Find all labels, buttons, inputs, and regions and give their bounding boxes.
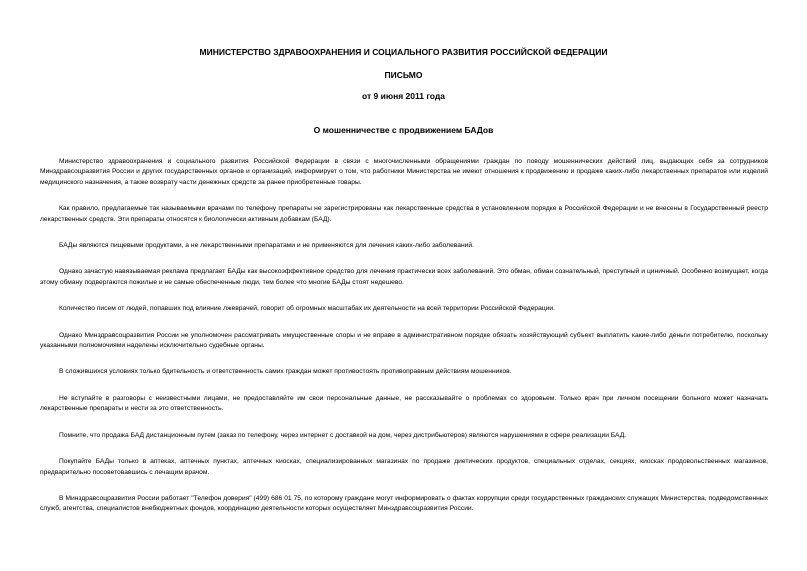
document-type: ПИСЬМО: [384, 70, 423, 80]
paragraph: Не вступайте в разговоры с неизвестными лицами, не предоставляйте им свои персональные данные, не рассказывайте о проблемах со здоровьем. Только врач при личном посещении больного может назначать лекарственные препараты и нести за это ответственность.: [40, 394, 768, 413]
paragraph: Как правило, предлагаемые так называемыми врачами по телефону препараты не зарегистрированы как лекарственные средства в установленном порядке в Российской Федерации и не внесены в Государственный реестр лекарственных средств. Эти препараты относятся к биологически активным добавкам (БАД).: [40, 205, 768, 223]
paragraph: Министерство здравоохранения и социального развития Российской Федерации в связи с многочисленными обращениями граждан по поводу мошеннических действий лиц, выдающих себя за сотрудников Минздравсоцразвития России и других государственных органов и организаций, информирует о том, что работники Министерства не имеют отношения к продвижению и продаже каких-либо лекарственных препаратов или изделий медицинского назначения, а также возврату части денежных средств за ранее приобретенные товары.: [40, 158, 768, 186]
ministry-title: МИНИСТЕРСТВО ЗДРАВООХРАНЕНИЯ И СОЦИАЛЬНОГО РАЗВИТИЯ РОССИЙСКОЙ ФЕДЕРАЦИИ: [199, 47, 608, 57]
document-subject: О мошенничестве с продвижением БАДов: [313, 125, 494, 135]
document-body: [40, 157, 768, 515]
paragraph: Однако зачастую навязываемая реклама предлагает БАДы как высокоэффективное средство для лечения практически всех заболеваний. Это обман, обман сознательный, преступный и циничный. Особенно возмущает, когда этому обману подвергаются пожилые и не самые обеспеченные люди, тем более что многие БАДы стоят недешево.: [40, 268, 768, 286]
paragraph: БАДы являются пищевыми продуктами, а не лекарственными препаратами и не применяются для лечения каких-либо заболеваний.: [59, 242, 475, 250]
paragraph: Помните, что продажа БАД дистанционным путем (заказ по телефону, через интернет с доставкой на дом, через дистрибьютеров) являются нарушениями в сфере реализации БАД.: [59, 431, 627, 439]
paragraph: В сложившихся условиях только бдительность и ответственность самих граждан может противостоять противоправным действиям мошенников.: [59, 368, 512, 376]
paragraph: Однако Минздравсоцразвития России не уполномочен рассматривать имущественные споры и не вправе в административном порядке обязать хозяйствующий субъект выплатить какие-либо деньги потребителю, поскольку указанными полномочиями наделены исключительно судебные органы.: [40, 331, 768, 350]
document-date: от 9 июня 2011 года: [362, 91, 445, 101]
paragraph: Покупайте БАДы только в аптеках, аптечных пунктах, аптечных киосках, специализированных магазинах по продаже диетических продуктов, специальных отделах, секциях, киосках продовольственных магазинов, предварительно посоветовавшись с лечащим врачом.: [40, 458, 768, 476]
paragraph: Количество писем от людей, попавших под влияние лжеврачей, говорит об огромных масштабах их деятельности на всей территории Российской Федерации.: [59, 305, 556, 313]
paragraph: В Минздравсоцразвития России работает "Телефон доверия" (499) 686 01 75, по которому граждане могут информировать о фактах коррупции среди государственных гражданских служащих Министерства, подведомственных служб, агентства, специалистов внебюджетных фондов, координацию деятельности которых осуществляет Минздравсоцразвития России.: [40, 494, 768, 513]
